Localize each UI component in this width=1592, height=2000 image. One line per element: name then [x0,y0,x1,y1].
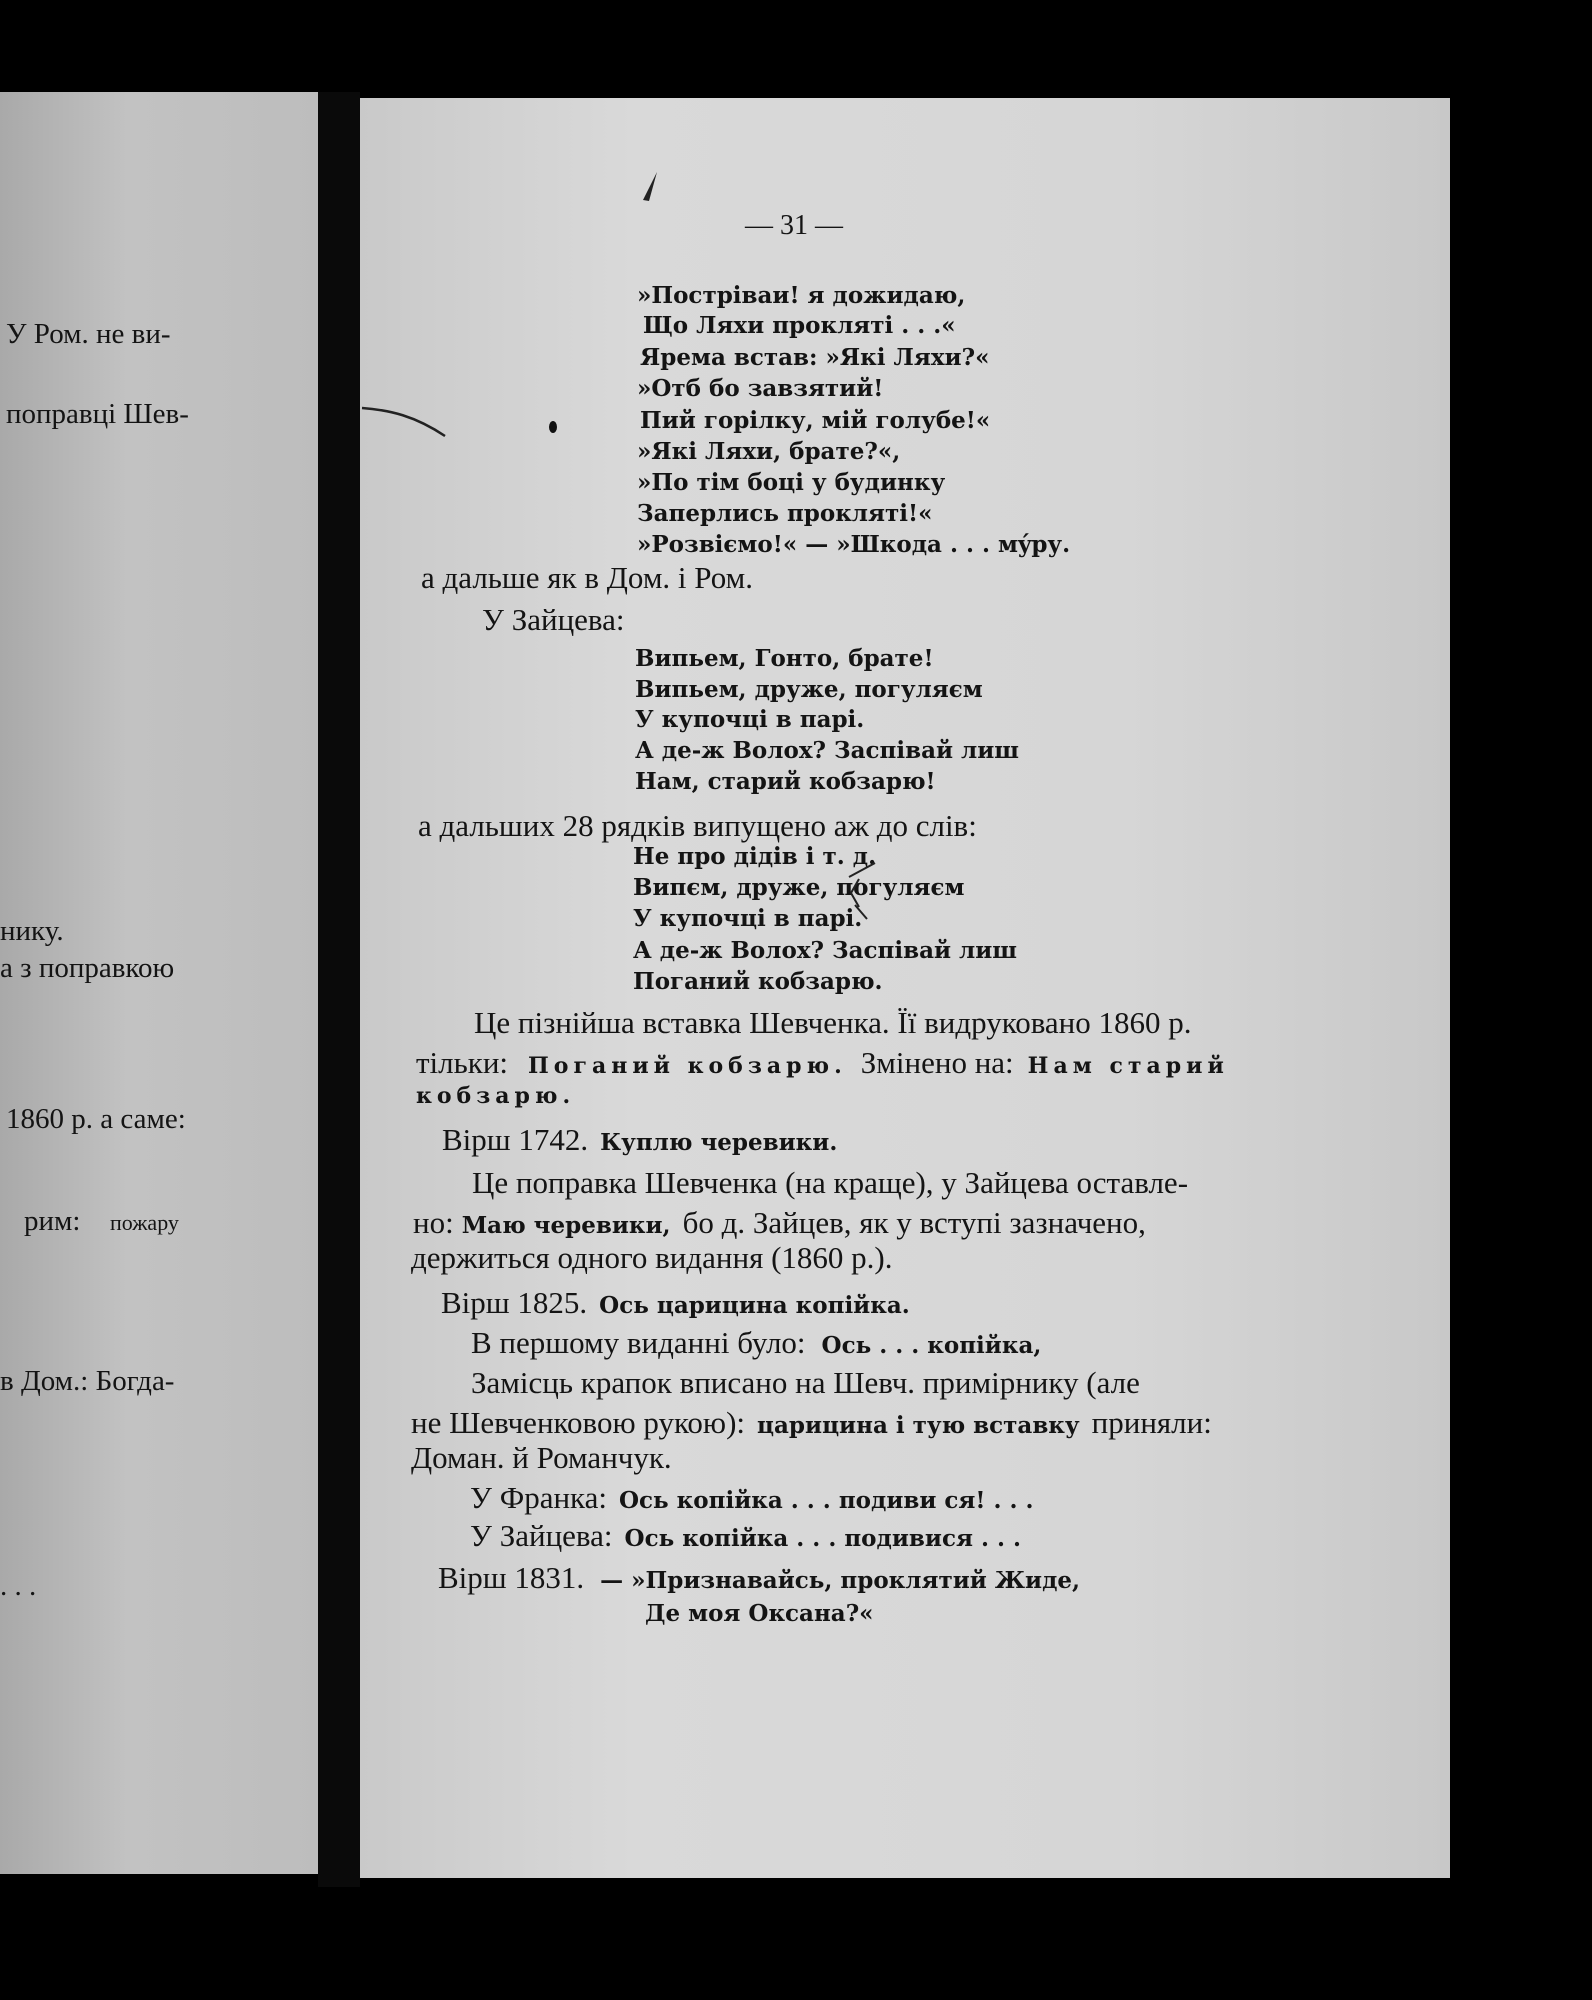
body-line [471,1325,1041,1361]
body-text: Це поправка Шевченка (на краще), у Зайцева оставле- [472,1165,1189,1200]
verse-line: »Які Ляхи, брате?«, [637,438,901,465]
book-gutter [318,92,360,1887]
left-fragment: . . . [0,1570,37,1602]
quote-text: Нам старий [1027,1053,1229,1079]
quote-text: Маю черевики, [461,1212,671,1239]
verse-line: Нам, старий кобзарю! [635,768,936,795]
ink-mark [635,170,665,205]
quote-text: — »Признавайсь, проклятий Жиде, [600,1567,1081,1594]
left-fragment: рим: [24,1205,81,1237]
left-fragment: в Дом.: Богда- [0,1365,175,1397]
verse-line: А де-ж Волох? Заспівай лиш [633,937,1018,964]
body-line [442,1122,837,1158]
body-text: В першому виданні було: [471,1325,806,1360]
body-text: У Зайцева: [470,1518,613,1553]
verse-line: Поганий кобзарю. [633,968,883,995]
quote-text: Ось копійка . . . подивися . . . [624,1525,1021,1552]
quote-text: царицина і тую вставку [757,1412,1080,1439]
body-line [441,1285,910,1321]
verse-line: »Отб бо завзятий! [637,375,884,402]
quote-text: Куплю черевики. [600,1129,838,1156]
verse-line: »По тім боці у будинку [637,469,946,496]
body-text: а дальших 28 рядків випущено аж до слів: [418,808,977,843]
quote-text: Ось царицина копійка. [599,1292,910,1319]
body-text: Це пізнійша вставка Шевченка. Її видруковано 1860 р. [474,1005,1192,1040]
body-text: бо д. Зайцев, як у вступі зазначено, [682,1205,1146,1240]
body-line [438,1560,1080,1596]
left-fragment: У Ром. не ви- [6,318,171,350]
body-line [416,1045,1229,1081]
quote-text: Поганий кобзарю. [528,1053,847,1079]
body-text: Вірш 1831. [438,1560,585,1595]
body-line [470,1518,1021,1554]
body-line [470,1480,1034,1516]
left-fragment: 1860 р. а саме: [6,1103,186,1135]
left-fragment: нику. [0,915,64,947]
body-text: держиться одного видання (1860 р.). [411,1240,893,1275]
quote-text: кобзарю. [416,1083,576,1109]
body-text: Вірш 1825. [441,1285,588,1320]
verse-line: Випьем, друже, погуляєм [635,676,983,703]
verse-line: А де-ж Волох? Заспівай лиш [635,737,1020,764]
verse-line: »Розвіємо!« — »Шкода . . . мýру. [637,531,1071,558]
verse-line: У купочці в парі. [635,706,865,733]
body-text: Замісць крапок вписано на Шевч. примірнику (але [471,1365,1140,1400]
verse-line: Заперлись прокляті!« [637,500,933,527]
verse-line: У купочці в парі. [633,905,863,932]
verse-line: Пий горілку, мій голубе!« [640,407,991,434]
verse-line: Не про дідів і т. д. [633,843,877,870]
verse-line: Випьем, Гонто, брате! [635,645,934,672]
ink-dot [546,419,560,435]
page-number: — 31 — [745,210,843,241]
body-text: У Зайцева: [482,602,625,637]
body-text: не Шевченковою рукою): [411,1405,746,1440]
body-text: но: [413,1205,454,1240]
verse-line: Ярема встав: »Які Ляхи?« [640,344,990,371]
body-text: Вірш 1742. [442,1122,589,1157]
left-fragment: поправці Шев- [6,398,189,430]
ink-mark [845,855,895,925]
body-line [413,1205,1146,1241]
verse-line: Випєм, друже, погуляєм [633,874,965,901]
left-fragment: а з поправкою [0,952,175,984]
body-text: Доман. й Романчук. [411,1440,672,1475]
body-text: Змінено на: [860,1045,1014,1080]
quote-text: Ось копійка . . . подиви ся! . . . [619,1487,1034,1514]
body-text: а дальше як в Дом. і Ром. [421,560,754,595]
quote-text: Де моя Оксана?« [645,1600,874,1627]
body-text: приняли: [1091,1405,1212,1440]
quote-text: Ось . . . копійка, [821,1332,1042,1359]
verse-line: Що Ляхи прокляті . . .« [643,312,956,339]
left-fragment: пожару [110,1210,179,1235]
body-line [411,1405,1212,1441]
ink-stroke [360,398,455,443]
verse-line: »Постріваи! я дожидаю, [637,282,966,309]
body-text: тільки: [416,1045,509,1080]
body-text: У Франка: [470,1480,608,1515]
